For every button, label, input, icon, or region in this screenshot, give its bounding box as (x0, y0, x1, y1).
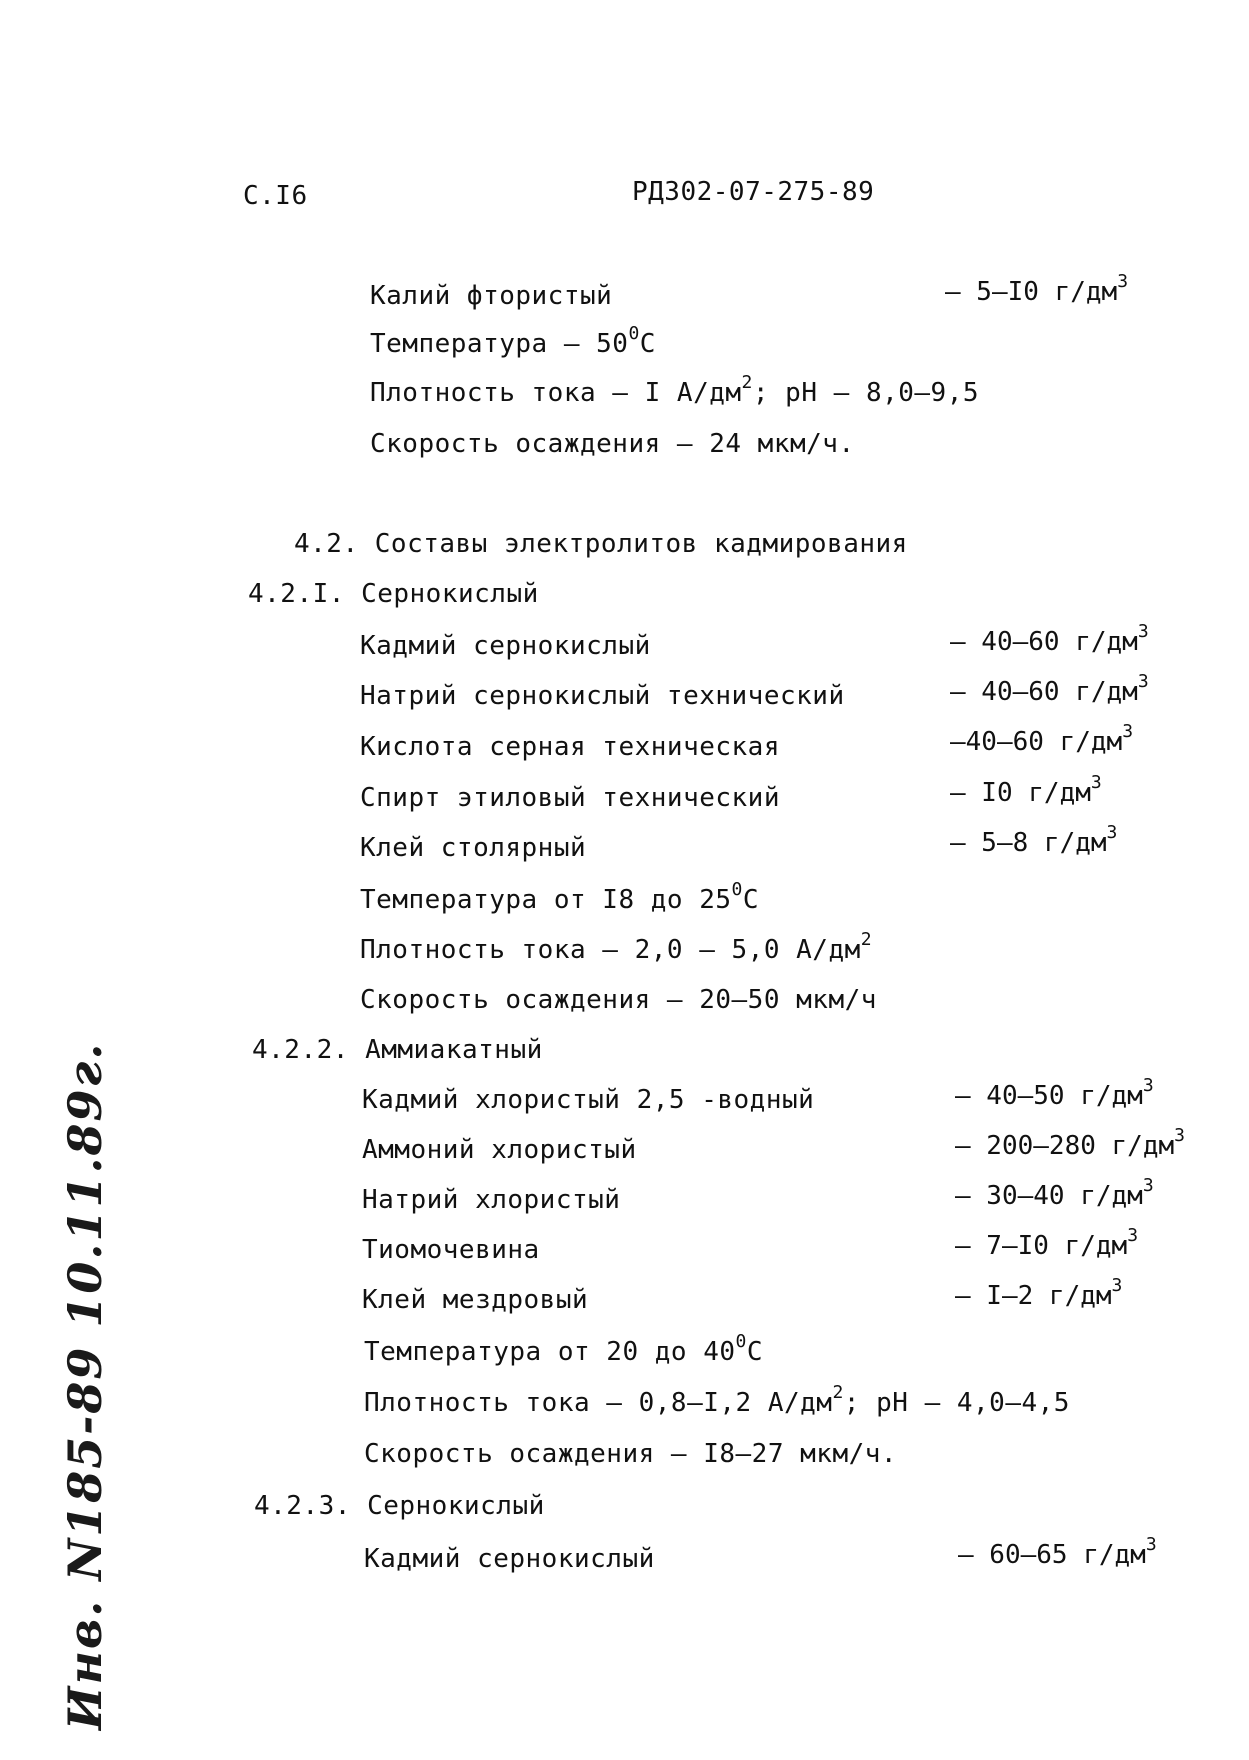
item-name: Спирт этиловый технический (360, 783, 780, 813)
section-4-2-2-heading: 4.2.2. Аммиакатный (252, 1035, 543, 1065)
item-value: – 40–60 $г/дм^3$ (950, 671, 1149, 707)
section-4-2-2-current-density: Плотность тока – 0,8–I,2 $А/дм^2$; рН – 4,0–4,5 (364, 1382, 1070, 1418)
item-name: Кадмий сернокислый (360, 631, 651, 661)
section-4-2-2-temperature: Температура от 20 до $40^0С$ (364, 1331, 764, 1367)
item-name: Тиомочевина (362, 1235, 540, 1265)
item-value: – 30–40 $г/дм^3$ (955, 1175, 1154, 1211)
document-code: РД302-07-275-89 (632, 177, 875, 207)
section-4-2-3-heading: 4.2.3. Сернокислый (254, 1491, 545, 1521)
item-name: Аммоний хлористый (362, 1135, 637, 1165)
item-value: – I0 $г/дм^3$ (950, 772, 1102, 808)
section-4-2-heading: 4.2. Составы электролитов кадмирования (294, 529, 908, 559)
item-value: – 40–50 $г/дм^3$ (955, 1075, 1154, 1111)
item-name: Клей мездровый (362, 1285, 589, 1315)
item-name: Натрий сернокислый технический (360, 681, 845, 711)
section-4-2-1-deposition-speed: Скорость осаждения – 20–50 мкм/ч (360, 985, 877, 1015)
item-value: –40–60 $г/дм^3$ (950, 721, 1134, 757)
item-name: Кислота серная техническая (360, 732, 780, 762)
top-deposition-speed: Скорость осаждения – 24 мкм/ч. (370, 429, 855, 459)
section-4-2-1-current-density: Плотность тока – 2,0 – 5,0 $А/дм^2$ (360, 929, 873, 965)
item-name: Натрий хлористый (362, 1185, 621, 1215)
handwritten-inventory-note: Инв. N185-89 10.11.89г. (58, 1041, 112, 1730)
item-value: – 200–280 $г/дм^3$ (955, 1125, 1185, 1161)
section-4-2-2-deposition-speed: Скорость осаждения – I8–27 мкм/ч. (364, 1439, 898, 1469)
top-item-value: – 5–I0 $г/дм^3$ (945, 271, 1129, 307)
item-value: – 40–60 $г/дм^3$ (950, 621, 1149, 657)
section-4-2-1-temperature: Температура от I8 до $25^0С$ (360, 879, 760, 915)
top-current-density: Плотность тока – I $А/дм^2$; рН – 8,0–9,5 (370, 372, 980, 408)
item-name: Клей столярный (360, 833, 587, 863)
item-value: – 60–65 $г/дм^3$ (958, 1534, 1157, 1570)
item-name: Кадмий сернокислый (364, 1544, 655, 1574)
item-value: – 5–8 $г/дм^3$ (950, 822, 1118, 858)
section-4-2-1-heading: 4.2.I. Сернокислый (248, 579, 539, 609)
page-number: С.I6 (243, 181, 308, 211)
item-value: – I–2 $г/дм^3$ (955, 1275, 1123, 1311)
top-item-name: Калий фтористый (370, 281, 613, 311)
top-temperature: Температура – $50^0С$ (370, 323, 656, 359)
item-name: Кадмий хлористый 2,5 -водный (362, 1085, 815, 1115)
item-value: – 7–I0 $г/дм^3$ (955, 1225, 1139, 1261)
